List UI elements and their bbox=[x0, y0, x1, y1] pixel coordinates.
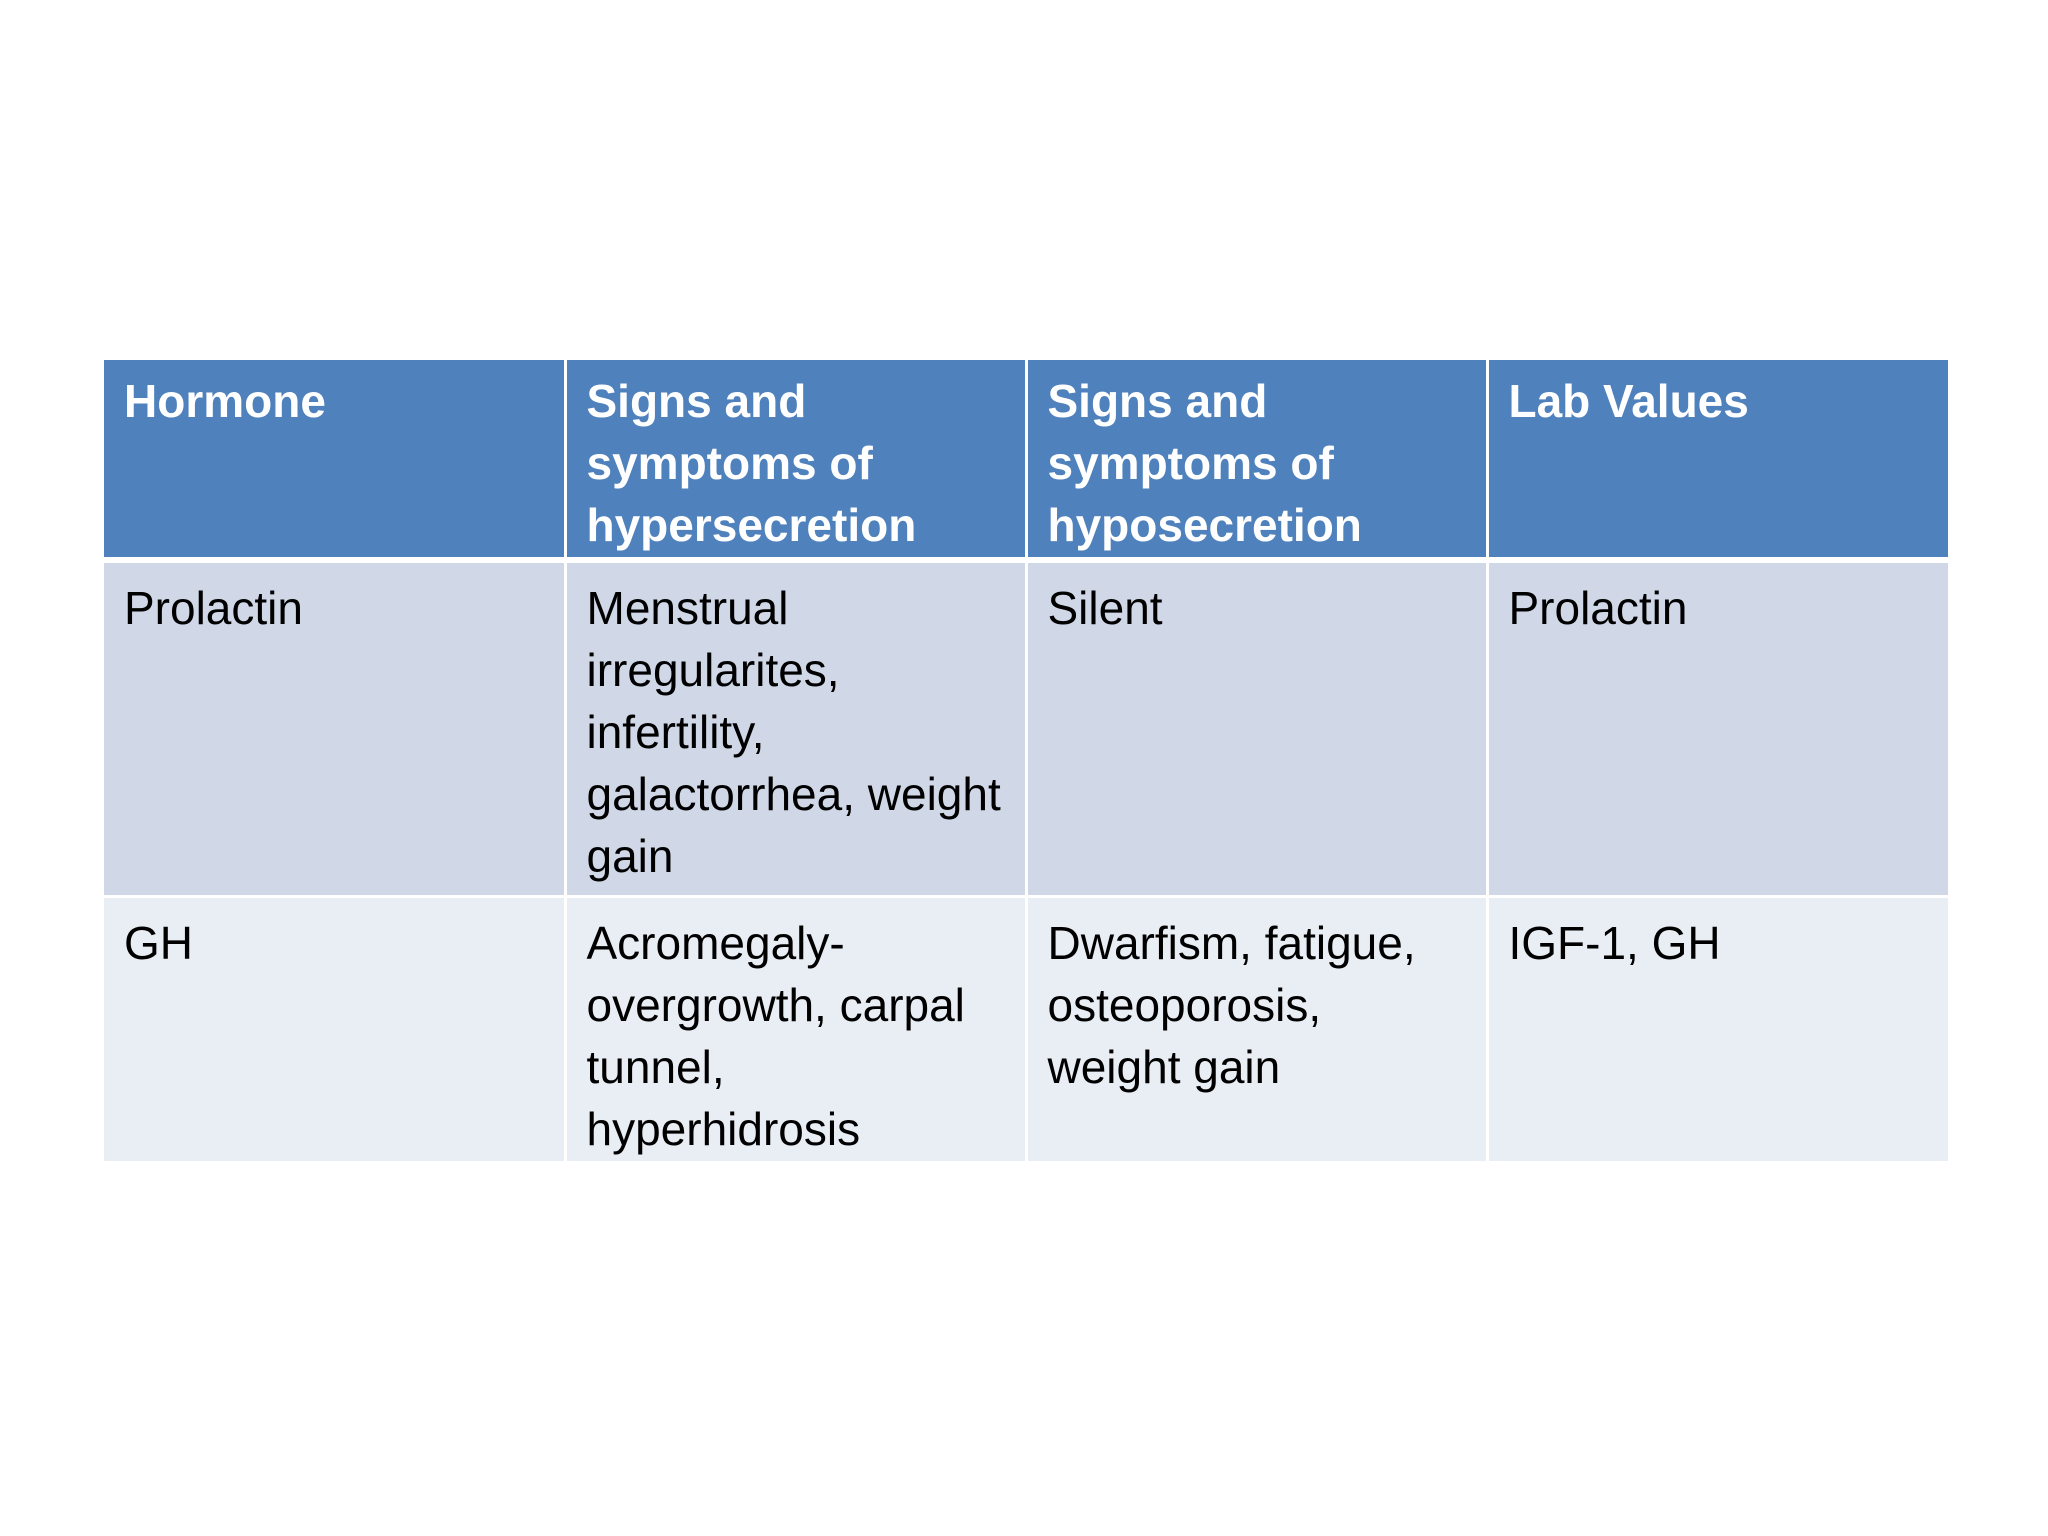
table-row bbox=[104, 560, 1948, 897]
cell-hormone: Prolactin bbox=[104, 560, 565, 897]
header-lab-values: Lab Values bbox=[1487, 360, 1948, 560]
table-row bbox=[104, 897, 1948, 1162]
cell-hyposecretion: Silent bbox=[1026, 560, 1487, 897]
table-header-row bbox=[104, 360, 1948, 560]
header-hyposecretion: Signs and symptoms of hyposecretion bbox=[1026, 360, 1487, 560]
cell-lab-values: IGF-1, GH bbox=[1487, 897, 1948, 1162]
cell-hypersecretion: Acromegaly-overgrowth, carpal tunnel, hyperhidrosis bbox=[565, 897, 1026, 1162]
cell-hormone: GH bbox=[104, 897, 565, 1162]
header-hormone: Hormone bbox=[104, 360, 565, 560]
cell-hyposecretion: Dwarfism, fatigue, osteoporosis, weight gain bbox=[1026, 897, 1487, 1162]
header-hypersecretion: Signs and symptoms of hypersecretion bbox=[565, 360, 1026, 560]
cell-hypersecretion: Menstrual irregularites, infertility, galactorrhea, weight gain bbox=[565, 560, 1026, 897]
hormone-table bbox=[104, 360, 1948, 1161]
cell-lab-values: Prolactin bbox=[1487, 560, 1948, 897]
